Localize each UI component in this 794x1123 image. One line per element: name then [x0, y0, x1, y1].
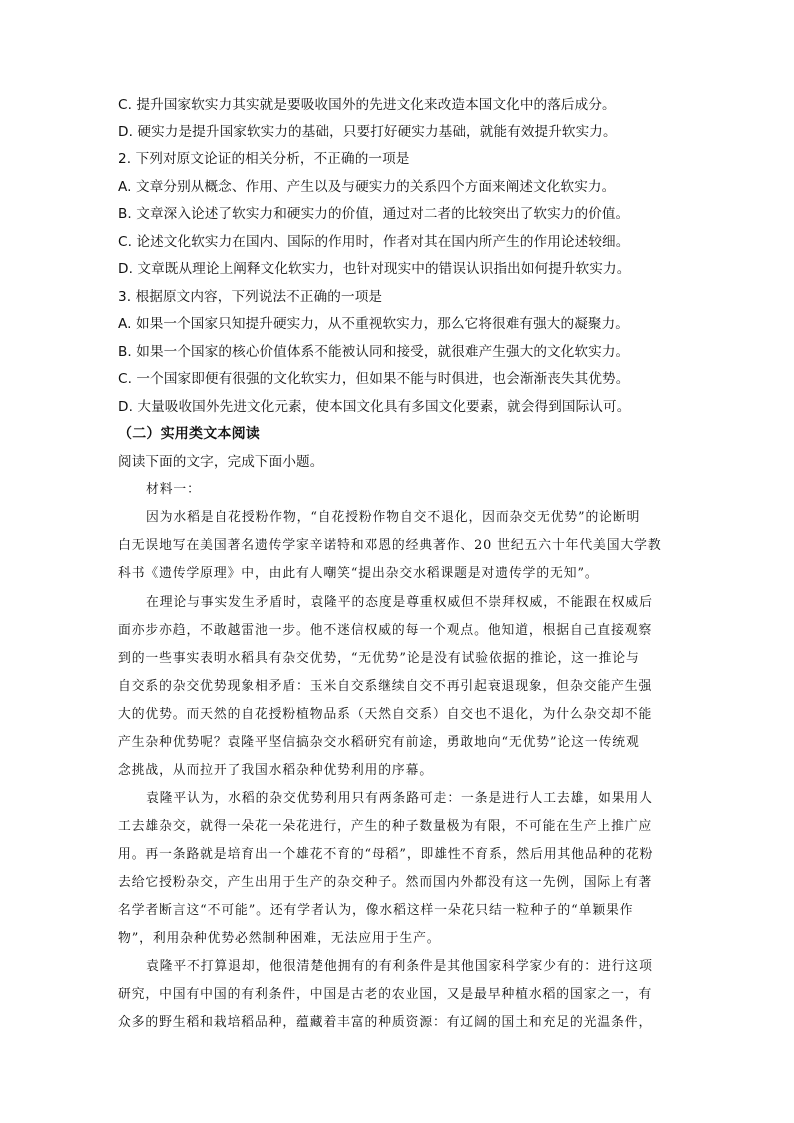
- q2-option-a: A. 文章分别从概念、作用、产生以及与硬实力的关系四个方面来阐述文化软实力。: [118, 179, 616, 195]
- q3-stem: 3. 根据原文内容，下列说法不正确的一项是: [118, 289, 383, 305]
- material-line: 自交系的杂交优势现象相矛盾：玉米自交系继续自交不再引起衰退现象，但杂交能产生强: [118, 679, 653, 694]
- q3-option-d: D. 大量吸收国外先进文化元素，使本国文化具有多国文化要素，就会得到国际认可。: [118, 399, 631, 415]
- q2-option-b: B. 文章深入论述了软实力和硬实力的价值，通过对二者的比较突出了软实力的价值。: [118, 206, 630, 222]
- material-line: 袁隆平认为，水稻的杂交优势利用只有两条路可走：一条是进行人工去雄，如果用人: [146, 791, 653, 806]
- section-instruction: 阅读下面的文字，完成下面小题。: [118, 454, 324, 470]
- q1-option-c: C. 提升国家软实力其实就是要吸收国外的先进文化来改造本国文化中的落后成分。: [118, 97, 616, 113]
- q3-option-c: C. 一个国家即便有很强的文化软实力，但如果不能与时俱进，也会渐渐丧失其优势。: [118, 371, 630, 387]
- material-line: 因为水稻是自花授粉作物，“自花授粉作物自交不退化，因而杂交无优势”的论断明: [146, 510, 641, 525]
- q1-option-d: D. 硬实力是提升国家软实力的基础，只要打好硬实力基础，就能有效提升软实力。: [118, 124, 617, 140]
- material-line: 面亦步亦趋，不敢越雷池一步。他不迷信权威的每一个观点。他知道，根据自己直接观察: [118, 623, 653, 638]
- q3-option-a: A. 如果一个国家只知提升硬实力，从不重视软实力，那么它将很难有强大的凝聚力。: [118, 316, 629, 332]
- section-heading: （二）实用类文本阅读: [118, 426, 260, 442]
- material-line: 众多的野生稻和栽培稻品种，蕴藏着丰富的种质资源：有辽阔的国土和充足的光温条件，: [118, 1015, 653, 1030]
- material-line: 工去雄杂交，就得一朵花一朵花进行，产生的种子数量极为有限，不可能在生产上推广应: [118, 819, 653, 834]
- q2-stem: 2. 下列对原文论证的相关分析，不正确的一项是: [118, 151, 410, 167]
- material-line: 在理论与事实发生矛盾时，袁隆平的态度是尊重权威但不崇拜权威，不能跟在权威后: [146, 595, 653, 610]
- material-label: 材料一：: [146, 482, 201, 497]
- material-line: 物”，利用杂种优势必然制种困难，无法应用于生产。: [118, 931, 441, 946]
- material-line: 念挑战，从而拉开了我国水稻杂种优势利用的序幕。: [118, 763, 434, 778]
- material-line: 到的一些事实表明水稻具有杂交优势，“无优势”论是没有试验依据的推论，这一推论与: [118, 651, 640, 666]
- material-line: 袁隆平不打算退却，他很清楚他拥有的有利条件是其他国家科学家少有的：进行这项: [146, 959, 653, 974]
- material-line: 用。再一条路就是培育出一个雄花不育的“母稻”，即雄性不育系，然后用其他品种的花粉: [118, 847, 654, 862]
- material-line: 名学者断言这“不可能”。还有学者认为，像水稻这样一朵花只结一粒种子的“单颖果作: [118, 903, 634, 918]
- material-line: 产生杂种优势呢？袁隆平坚信搞杂交水稻研究有前途，勇敢地向“无优势”论这一传统观: [118, 735, 640, 750]
- q2-option-d: D. 文章既从理论上阐释文化软实力，也针对现实中的错误认识指出如何提升软实力。: [118, 261, 631, 277]
- q3-option-b: B. 如果一个国家的核心价值体系不能被认同和接受，就很难产生强大的文化软实力。: [118, 344, 630, 360]
- material-line: 白无误地写在美国著名遗传学家辛诺特和邓恩的经典著作、20 世纪五六十年代美国大学教: [118, 538, 662, 553]
- q2-option-c: C. 论述文化软实力在国内、国际的作用时，作者对其在国内所产生的作用论述较细。: [118, 234, 630, 250]
- material-line: 去给它授粉杂交，产生出用于生产的杂交种子。然而国内外都没有这一先例，国际上有著: [118, 875, 653, 890]
- material-line: 科书《遗传学原理》中，由此有人嘲笑“提出杂交水稻课题是对遗传学的无知”。: [118, 566, 599, 581]
- material-line: 研究，中国有中国的有利条件，中国是古老的农业国，又是最早种植水稻的国家之一，有: [118, 987, 653, 1002]
- material-line: 大的优势。而天然的自花授粉植物品系（天然自交系）自交也不退化，为什么杂交却不能: [118, 707, 653, 722]
